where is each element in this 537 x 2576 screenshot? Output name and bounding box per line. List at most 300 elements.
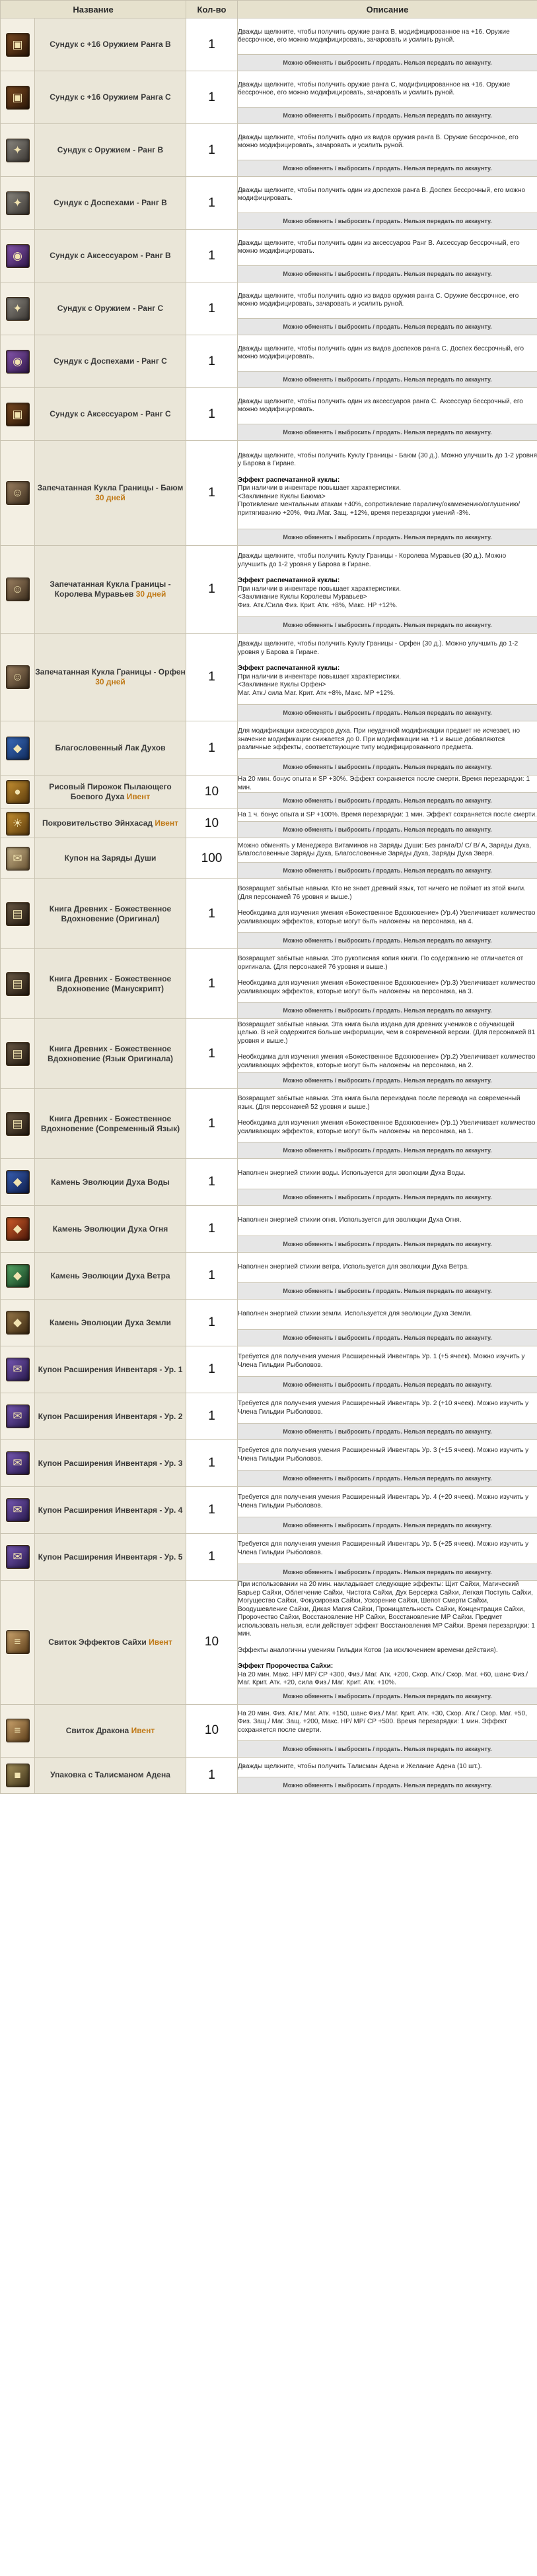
item-name	[35, 1300, 186, 1346]
trade-note: Можно обменять / выбросить / продать. Нельзя передать по аккаунту.	[238, 1424, 537, 1440]
item-name	[35, 949, 186, 1019]
trade-note: Можно обменять / выбросить / продать. Нельзя передать по аккаунту.	[238, 1236, 537, 1253]
item-qty: 1	[186, 1440, 238, 1487]
item-name	[35, 441, 186, 546]
description-line: Возвращает забытые навыки. Это рукописная копия книги. По содержанию не отличается от оригинала. (Для персонажей 76 уровня и выше.)	[238, 955, 524, 971]
description-line: Эффект распечатанной куклы:	[238, 665, 340, 672]
description-line: Дважды щелкните, чтобы получить один из аксессуаров ранга C. Аксессуар бессрочный, его можно модифицировать.	[238, 397, 523, 413]
item-row	[1, 879, 537, 933]
item-icon-cell	[1, 1757, 35, 1793]
item-icon-cell	[1, 1581, 35, 1705]
description-line: Эффект Пророчества Сайхи:	[238, 1663, 334, 1670]
item-row	[1, 1393, 537, 1424]
item-icon-cell	[1, 388, 35, 441]
chest-icon[interactable]: ▣	[6, 33, 30, 57]
item-row	[1, 1704, 537, 1740]
trade-note: Можно обменять / выбросить / продать. Нельзя передать по аккаунту.	[238, 705, 537, 721]
item-name-text: Покровительство Эйнхасад	[42, 818, 153, 828]
description-line: Наполнен энергией стихии огня. Используется для эволюции Духа Огня.	[238, 1216, 462, 1224]
item-icon-cell	[1, 634, 35, 721]
description-line: Дважды щелкните, чтобы получить Куклу Границы - Королева Муравьев (30 д.). Можно улучшить до 1-2 уровня у Барова в Гиране.	[238, 552, 507, 568]
item-row	[1, 18, 537, 55]
doll-icon[interactable]: ☺	[6, 481, 30, 505]
description-line: Дважды щелкните, чтобы получить оружие ранга C, модифицированное на +16. Оружие бессрочное, его можно модифицировать, зачаровать и усилить руной.	[238, 81, 511, 96]
item-name	[35, 1757, 186, 1793]
item-row	[1, 546, 537, 617]
description-line: Наполнен энергией стихии земли. Используется для эволюции Духа Земли.	[238, 1310, 472, 1318]
scroll-icon[interactable]: ≡	[6, 1630, 30, 1654]
item-row	[1, 124, 537, 160]
wind-stone-icon[interactable]: ◆	[6, 1264, 30, 1288]
item-row	[1, 177, 537, 213]
item-icon-cell	[1, 1393, 35, 1440]
trade-note: Можно обменять / выбросить / продать. Нельзя передать по аккаунту.	[238, 933, 537, 949]
inventory-coupon-icon[interactable]: ✉	[6, 1545, 30, 1569]
coupon-icon[interactable]: ✉	[6, 847, 30, 871]
item-icon-cell	[1, 1253, 35, 1300]
description-line: Дважды щелкните, чтобы получить одно из видов оружия ранга C. Оружие бессрочное, его можно модифицировать, зачаровать и усилить руной.	[238, 292, 519, 308]
item-row	[1, 809, 537, 822]
description-line: Физ. Атк./Сила Физ. Крит. Атк. +8%, Макс. HP +12%.	[238, 601, 398, 609]
item-name-text: Книга Древних - Божественное Вдохновение (Оригинал)	[49, 904, 172, 923]
item-row	[1, 776, 537, 793]
item-icon-cell	[1, 776, 35, 809]
item-row	[1, 1300, 537, 1330]
item-description	[238, 634, 537, 705]
water-stone-icon[interactable]: ◆	[6, 1170, 30, 1194]
item-name-text: Сундук с Аксессуаром - Ранг B	[50, 251, 171, 260]
item-name	[35, 1253, 186, 1300]
item-name-text: Купон Расширения Инвентаря - Ур. 1	[38, 1364, 183, 1374]
description-line: <Заклинание Куклы Королевы Муравьев>	[238, 593, 367, 601]
description-line: Маг. Атк./ сила Маг. Крит. Атк +8%, Макс. MP +12%.	[238, 689, 395, 697]
item-icon-cell	[1, 1300, 35, 1346]
description-line: Эффект распечатанной куклы:	[238, 577, 340, 584]
description-line: Дважды щелкните, чтобы получить один из аксессуаров Ранг B. Аксессуар бессрочный, его можно модифицировать.	[238, 239, 520, 255]
item-name-text: Книга Древних - Божественное Вдохновение (Язык Оригинала)	[48, 1043, 173, 1063]
item-icon-cell	[1, 1019, 35, 1089]
doll-icon[interactable]: ☺	[6, 578, 30, 601]
item-description	[238, 1206, 537, 1236]
item-row	[1, 71, 537, 108]
item-row	[1, 1534, 537, 1564]
trade-note: Можно обменять / выбросить / продать. Нельзя передать по аккаунту.	[238, 1564, 537, 1581]
item-qty: 1	[186, 71, 238, 124]
item-description	[238, 1089, 537, 1142]
item-name	[35, 1440, 186, 1487]
description-gap	[238, 1655, 537, 1663]
item-qty: 100	[186, 838, 238, 879]
description-line: <Заклинание Куклы Баюма>	[238, 492, 326, 500]
item-description	[238, 1393, 537, 1424]
item-qty: 1	[186, 721, 238, 776]
column-header-name: Название	[1, 1, 186, 18]
item-row	[1, 634, 537, 705]
description-gap	[238, 657, 537, 665]
item-description	[238, 71, 537, 108]
item-qty: 10	[186, 1704, 238, 1757]
item-description	[238, 1300, 537, 1330]
trade-note: Можно обменять / выбросить / продать. Нельзя передать по аккаунту.	[238, 372, 537, 388]
item-qty: 1	[186, 177, 238, 230]
description-line: На 20 мин. бонус опыта и SP +30%. Эффект сохраняется после смерти. Время перезарядки: 1 мин.	[238, 776, 530, 791]
item-name-text: Сундук с Оружием - Ранг C	[57, 304, 164, 313]
blessing-icon[interactable]: ☀	[6, 812, 30, 836]
item-row	[1, 1159, 537, 1189]
item-name	[35, 124, 186, 177]
item-qty: 1	[186, 441, 238, 546]
item-name-tag: 30 дней	[95, 493, 125, 502]
accessory-icon[interactable]: ◉	[6, 350, 30, 374]
item-name-text: Сундук с +16 Оружием Ранга B	[50, 40, 171, 49]
description-line: Необходима для изучения умения «Божественное Вдохновение» (Ур.3) Увеличивает количество усиливающих эффектов, которые могут быть наложены на персонажа, на 3.	[238, 979, 536, 995]
description-line: Для модификации аксессуаров духа. При неудачной модификации предмет не исчезает, но значение модификации снижается до 0. При модификации на +1 и выше добавляются различные эффекты, соответствующие типу модифицированного предмета.	[238, 727, 520, 752]
item-name-text: Свиток Дракона	[65, 1725, 129, 1735]
item-name	[35, 177, 186, 230]
inventory-coupon-icon[interactable]: ✉	[6, 1404, 30, 1428]
item-qty: 10	[186, 809, 238, 838]
item-name-text: Свиток Эффектов Сайхи	[48, 1637, 147, 1647]
description-line: Необходима для изучения умения «Божественное Вдохновение» (Ур.2) Увеличивает количество усиливающих эффектов, которые могут быть наложены на персонажа, на 2.	[238, 1053, 536, 1069]
description-line: На 20 мин. Макс. HP/ MP/ CP +300, Физ./ Маг. Атк. +200, Скор. Атк./ Скор. Маг. +60, шанс Физ./ Маг. Крит. Атк. +20, сила Физ./ Маг. Крит. Атк. +10%.	[238, 1670, 528, 1686]
description-gap	[238, 902, 537, 909]
trade-note: Можно обменять / выбросить / продать. Нельзя передать по аккаунту.	[238, 1688, 537, 1704]
item-row	[1, 838, 537, 863]
description-gap	[238, 469, 537, 477]
description-line: При наличии в инвентаре повышает характеристики.	[238, 585, 401, 593]
description-line: Наполнен энергией стихии воды. Используется для эволюции Духа Воды.	[238, 1170, 466, 1177]
item-qty: 1	[186, 634, 238, 721]
description-line: На 1 ч. бонус опыта и SP +100%. Время перезарядки: 1 мин. Эффект сохраняется после смерти.	[238, 810, 537, 818]
book-icon[interactable]: ▤	[6, 1042, 30, 1066]
trade-note: Можно обменять / выбросить / продать. Нельзя передать по аккаунту.	[238, 1330, 537, 1346]
item-qty: 1	[186, 1300, 238, 1346]
item-row	[1, 1440, 537, 1470]
armor-icon[interactable]: ✦	[6, 191, 30, 215]
item-icon-cell	[1, 949, 35, 1019]
description-line: На 20 мин. Физ. Атк./ Маг. Атк. +150, шанс Физ./ Маг. Крит. Атк. +30, Скор. Атк./ Скор. Маг. +50, Физ. Защ./ Маг. Защ. +200, Макс. HP/ MP/ CP +500. Время перезарядки: 1 мин. Эффект сохраняется после смерти.	[238, 1709, 527, 1734]
item-name-text: Книга Древних - Божественное Вдохновение (Манускрипт)	[49, 974, 172, 993]
item-row	[1, 335, 537, 372]
lacquer-icon[interactable]: ◆	[6, 737, 30, 760]
item-row	[1, 282, 537, 319]
item-qty: 1	[186, 388, 238, 441]
item-row	[1, 388, 537, 424]
item-row	[1, 1019, 537, 1073]
item-name	[35, 809, 186, 838]
book-icon[interactable]: ▤	[6, 1112, 30, 1136]
item-row	[1, 721, 537, 759]
description-gap	[238, 1045, 537, 1053]
trade-note: Можно обменять / выбросить / продать. Нельзя передать по аккаунту.	[238, 1003, 537, 1019]
trade-note: Можно обменять / выбросить / продать. Нельзя передать по аккаунту.	[238, 1740, 537, 1757]
box-icon[interactable]: ■	[6, 1764, 30, 1787]
item-icon-cell	[1, 18, 35, 71]
item-name-tag: Ивент	[126, 792, 151, 801]
item-name	[35, 1581, 186, 1705]
trade-note: Можно обменять / выбросить / продать. Нельзя передать по аккаунту.	[238, 1142, 537, 1159]
item-qty: 10	[186, 1581, 238, 1705]
item-qty: 1	[186, 1159, 238, 1206]
table-header-row	[1, 1, 537, 18]
trade-note: Можно обменять / выбросить / продать. Нельзя передать по аккаунту.	[238, 759, 537, 776]
trade-note: Можно обменять / выбросить / продать. Нельзя передать по аккаунту.	[238, 1189, 537, 1206]
item-description	[238, 776, 537, 793]
description-line: Возвращает забытые навыки. Кто не знает древний язык, тот ничего не поймет из этой книги. (Для персонажей 76 уровня и выше.)	[238, 885, 526, 901]
pie-icon[interactable]: ●	[6, 780, 30, 804]
item-name	[35, 546, 186, 634]
trade-note: Можно обменять / выбросить / продать. Нельзя передать по аккаунту.	[238, 863, 537, 879]
item-row	[1, 1346, 537, 1377]
item-qty: 1	[186, 124, 238, 177]
scroll-icon[interactable]: ≡	[6, 1719, 30, 1742]
trade-note: Можно обменять / выбросить / продать. Нельзя передать по аккаунту.	[238, 55, 537, 71]
item-name	[35, 1393, 186, 1440]
armor-icon[interactable]: ✦	[6, 139, 30, 162]
item-row	[1, 441, 537, 529]
item-name-tag: Ивент	[149, 1637, 172, 1647]
description-line: Требуется для получения умения Расширенный Инвентарь Ур. 2 (+10 ячеек). Можно изучить у Члена Гильдии Рыболовов.	[238, 1400, 529, 1416]
item-icon-cell	[1, 879, 35, 949]
item-description	[238, 441, 537, 529]
description-gap	[238, 1639, 537, 1647]
trade-note: Можно обменять / выбросить / продать. Нельзя передать по аккаунту.	[238, 108, 537, 124]
item-name-text: Рисовый Пирожок Пылающего Боевого Духа	[49, 782, 172, 801]
item-icon-cell	[1, 282, 35, 335]
item-name	[35, 1534, 186, 1581]
item-description	[238, 1346, 537, 1377]
trade-note: Можно обменять / выбросить / продать. Нельзя передать по аккаунту.	[238, 793, 537, 809]
inventory-coupon-icon[interactable]: ✉	[6, 1358, 30, 1381]
trade-note: Можно обменять / выбросить / продать. Нельзя передать по аккаунту.	[238, 529, 537, 546]
item-row	[1, 1089, 537, 1142]
inventory-coupon-icon[interactable]: ✉	[6, 1451, 30, 1475]
item-description	[238, 282, 537, 319]
item-name-text: Книга Древних - Божественное Вдохновение (Современный Язык)	[40, 1113, 180, 1133]
item-name	[35, 1487, 186, 1534]
description-gap	[238, 972, 537, 979]
item-description	[238, 879, 537, 933]
description-line: Эффекты аналогичны умениям Гильдии Котов (за исключением времени действия).	[238, 1646, 498, 1654]
item-qty: 1	[186, 1089, 238, 1159]
item-qty: 1	[186, 18, 238, 71]
description-line: Дважды щелкните, чтобы получить Талисман Адена и Желание Адена (10 шт.).	[238, 1762, 482, 1770]
description-line: Необходима для изучения умения «Божественное Вдохновение» (Ур.4) Увеличивает количество усиливающих эффектов, которые могут быть наложены на персонажа, на 4.	[238, 909, 536, 925]
trade-note: Можно обменять / выбросить / продать. Нельзя передать по аккаунту.	[238, 1283, 537, 1300]
description-line: Дважды щелкните, чтобы получить Куклу Границы - Орфен (30 д.). Можно улучшить до 1-2 уровня у Барова в Гиране.	[238, 640, 519, 656]
item-name	[35, 879, 186, 949]
item-icon-cell	[1, 1159, 35, 1206]
description-line: Требуется для получения умения Расширенный Инвентарь Ур. 3 (+15 ячеек). Можно изучить у Члена Гильдии Рыболовов.	[238, 1447, 529, 1463]
trade-note: Можно обменять / выбросить / продать. Нельзя передать по аккаунту.	[238, 1777, 537, 1793]
item-description	[238, 230, 537, 266]
item-description	[238, 1534, 537, 1564]
item-qty: 1	[186, 230, 238, 282]
item-icon-cell	[1, 1206, 35, 1253]
trade-note: Можно обменять / выбросить / продать. Нельзя передать по аккаунту.	[238, 822, 537, 838]
description-line: Противление ментальным атакам +40%, сопротивление параличу/окаменению/оглушению/притягиванию +20%, Физ./Маг. Защ. +12%, время перезарядки умений -3%.	[238, 501, 520, 517]
book-icon[interactable]: ▤	[6, 972, 30, 996]
item-name	[35, 1346, 186, 1393]
trade-note: Можно обменять / выбросить / продать. Нельзя передать по аккаунту.	[238, 1517, 537, 1534]
item-icon-cell	[1, 124, 35, 177]
trade-note: Можно обменять / выбросить / продать. Нельзя передать по аккаунту.	[238, 319, 537, 335]
item-icon-cell	[1, 1534, 35, 1581]
item-description	[238, 1019, 537, 1073]
item-icon-cell	[1, 441, 35, 546]
description-line: При использовании на 20 мин. накладывает следующие эффекты: Щит Сайхи, Магический Барьер Сайхи, Облегчение Сайхи, Чистота Сайхи, Дух Берсерка Сайхи, Легкая Поступь Сайхи, Могущество Сайхи, Фокусировка Сайхи, Ускорение Сайхи, Шепот Смерти Сайхи, Воодушевление Сайхи, Дикая Магия Сайхи, Проницательность Сайхи, Концентрация Сайхи, Пророчество Сайхи, Восстановление HP Сайхи, Восстановление MP Сайхи. Предмет использовать нельзя, если действует эффект Восстановления MP Сайхи. Время перезарядки: 1 мин.	[238, 1581, 535, 1637]
item-description	[238, 1487, 537, 1517]
item-name	[35, 838, 186, 879]
accessory-icon[interactable]: ◉	[6, 244, 30, 268]
item-row	[1, 1581, 537, 1688]
description-line: Дважды щелкните, чтобы получить одно из видов оружия ранга B. Оружие бессрочное, его можно модифицировать, зачаровать и усилить руной.	[238, 133, 519, 149]
item-name	[35, 18, 186, 71]
trade-note: Можно обменять / выбросить / продать. Нельзя передать по аккаунту.	[238, 1073, 537, 1089]
item-description	[238, 1440, 537, 1470]
item-icon-cell	[1, 1704, 35, 1757]
item-row	[1, 1487, 537, 1517]
item-icon-cell	[1, 71, 35, 124]
item-row	[1, 1757, 537, 1777]
book-icon[interactable]: ▤	[6, 902, 30, 926]
item-name	[35, 634, 186, 721]
item-name-text: Камень Эволюции Духа Воды	[51, 1177, 170, 1187]
item-qty: 1	[186, 1757, 238, 1793]
item-qty: 1	[186, 546, 238, 634]
item-name-text: Благословенный Лак Духов	[55, 743, 166, 752]
item-name-text: Камень Эволюции Духа Земли	[50, 1317, 171, 1327]
description-line: Наполнен энергией стихии ветра. Используется для эволюции Духа Ветра.	[238, 1263, 469, 1271]
item-name-text: Камень Эволюции Духа Ветра	[50, 1271, 170, 1280]
item-qty: 1	[186, 1253, 238, 1300]
description-gap	[238, 569, 537, 577]
trade-note: Можно обменять / выбросить / продать. Нельзя передать по аккаунту.	[238, 266, 537, 282]
item-description	[238, 18, 537, 55]
item-icon-cell	[1, 809, 35, 838]
item-name-text: Запечатанная Кукла Границы - Орфен	[35, 667, 186, 677]
item-name-text: Упаковка с Талисманом Адена	[50, 1770, 170, 1779]
item-name-text: Купон Расширения Инвентаря - Ур. 5	[38, 1552, 183, 1562]
description-line: Возвращает забытые навыки. Эта книга была издана для древних учеников с обучающей целью. В ней содержится больше информации, чем в современной версии. (Для персонажей 81 уровня и выше.)	[238, 1020, 536, 1045]
inventory-coupon-icon[interactable]: ✉	[6, 1498, 30, 1522]
item-name	[35, 335, 186, 388]
item-name-tag: 30 дней	[95, 677, 125, 686]
item-name-text: Сундук с Доспехами - Ранг B	[54, 198, 167, 207]
item-name	[35, 71, 186, 124]
item-qty: 1	[186, 1206, 238, 1253]
item-name	[35, 1089, 186, 1159]
item-icon-cell	[1, 546, 35, 634]
item-qty: 1	[186, 1019, 238, 1089]
item-name-text: Сундук с Доспехами - Ранг C	[54, 356, 167, 366]
item-description	[238, 838, 537, 863]
item-description	[238, 949, 537, 1003]
description-gap	[238, 1111, 537, 1119]
description-line: Дважды щелкните, чтобы получить оружие ранга B, модифицированное на +16. Оружие бессрочное, его можно модифицировать, зачаровать и усилить руной.	[238, 28, 510, 44]
trade-note: Можно обменять / выбросить / продать. Нельзя передать по аккаунту.	[238, 1470, 537, 1487]
item-qty: 1	[186, 1487, 238, 1534]
description-line: Необходима для изучения умения «Божественное Вдохновение» (Ур.1) Увеличивает количество усиливающих эффектов, которые могут быть наложены на персонажа, на 1.	[238, 1119, 536, 1135]
item-description	[238, 1704, 537, 1740]
description-line: Дважды щелкните, чтобы получить один из видов доспехов ранга C. Доспех бессрочный, его можно модифицировать.	[238, 345, 524, 360]
description-line: Возвращает забытые навыки. Эта книга была переиздана после перевода на современный язык. (Для персонажей 52 уровня и выше.)	[238, 1095, 520, 1111]
item-name-text: Купон Расширения Инвентаря - Ур. 3	[38, 1458, 183, 1468]
fire-stone-icon[interactable]: ◆	[6, 1217, 30, 1241]
item-icon-cell	[1, 721, 35, 776]
item-qty: 1	[186, 1393, 238, 1440]
armor-icon[interactable]: ✦	[6, 297, 30, 321]
items-table-body	[1, 18, 537, 1794]
item-description	[238, 1757, 537, 1777]
earth-stone-icon[interactable]: ◆	[6, 1311, 30, 1335]
item-name	[35, 1206, 186, 1253]
item-icon-cell	[1, 1487, 35, 1534]
item-name-text: Купон Расширения Инвентаря - Ур. 4	[38, 1505, 183, 1515]
item-description	[238, 335, 537, 372]
item-qty: 1	[186, 949, 238, 1019]
description-line: <Заклинание Куклы Орфен>	[238, 681, 326, 688]
description-line: При наличии в инвентаре повышает характеристики.	[238, 673, 401, 680]
item-description	[238, 1159, 537, 1189]
item-name	[35, 388, 186, 441]
item-name-text: Сундук с +16 Оружием Ранга C	[50, 92, 171, 102]
item-row	[1, 1253, 537, 1283]
item-description	[238, 721, 537, 759]
item-qty: 1	[186, 282, 238, 335]
description-line: Эффект распечатанной куклы:	[238, 476, 340, 484]
item-qty: 1	[186, 879, 238, 949]
item-name-text: Запечатанная Кукла Границы - Баюм	[37, 483, 184, 492]
item-icon-cell	[1, 1440, 35, 1487]
item-name-text: Запечатанная Кукла Границы - Королева Муравьев	[50, 579, 171, 599]
item-name-text: Купон на Заряды Души	[64, 853, 157, 863]
chest-icon[interactable]: ▣	[6, 403, 30, 426]
item-description	[238, 546, 537, 617]
item-qty: 10	[186, 776, 238, 809]
item-description	[238, 809, 537, 822]
item-name	[35, 1704, 186, 1757]
column-header-desc: Описание	[238, 1, 537, 18]
item-qty: 1	[186, 1346, 238, 1393]
item-name	[35, 1019, 186, 1089]
item-row	[1, 1206, 537, 1236]
chest-icon[interactable]: ▣	[6, 86, 30, 110]
item-description	[238, 177, 537, 213]
item-icon-cell	[1, 838, 35, 879]
item-icon-cell	[1, 1089, 35, 1159]
description-line: Требуется для получения умения Расширенный Инвентарь Ур. 5 (+25 ячеек). Можно изучить у Члена Гильдии Рыболовов.	[238, 1540, 529, 1556]
description-line: Дважды щелкните, чтобы получить Куклу Границы - Баюм (30 д.). Можно улучшить до 1-2 уровня у Барова в Гиране.	[238, 451, 537, 468]
item-name-text: Сундук с Аксессуаром - Ранг C	[50, 409, 171, 418]
item-qty: 1	[186, 335, 238, 388]
item-name	[35, 230, 186, 282]
description-line: Дважды щелкните, чтобы получить один из доспехов ранга B. Доспех бессрочный, его можно модифицировать.	[238, 186, 526, 202]
item-name-tag: Ивент	[131, 1725, 155, 1735]
item-qty: 1	[186, 1534, 238, 1581]
item-icon-cell	[1, 230, 35, 282]
item-icon-cell	[1, 177, 35, 230]
item-row	[1, 230, 537, 266]
item-description	[238, 124, 537, 160]
item-name-text: Купон Расширения Инвентаря - Ур. 2	[38, 1411, 183, 1421]
item-name-tag: Ивент	[155, 818, 178, 828]
description-line: Можно обменять у Менеджера Витаминов на Заряды Души: Без ранга/D/ C/ B/ A, Заряды Духа, Благословенные Заряды Духа, Благословенные Заряды Духа, Заряды Духа Зверя.	[238, 842, 531, 857]
item-name	[35, 776, 186, 809]
trade-note: Можно обменять / выбросить / продать. Нельзя передать по аккаунту.	[238, 617, 537, 634]
trade-note: Можно обменять / выбросить / продать. Нельзя передать по аккаунту.	[238, 160, 537, 177]
doll-icon[interactable]: ☺	[6, 665, 30, 689]
